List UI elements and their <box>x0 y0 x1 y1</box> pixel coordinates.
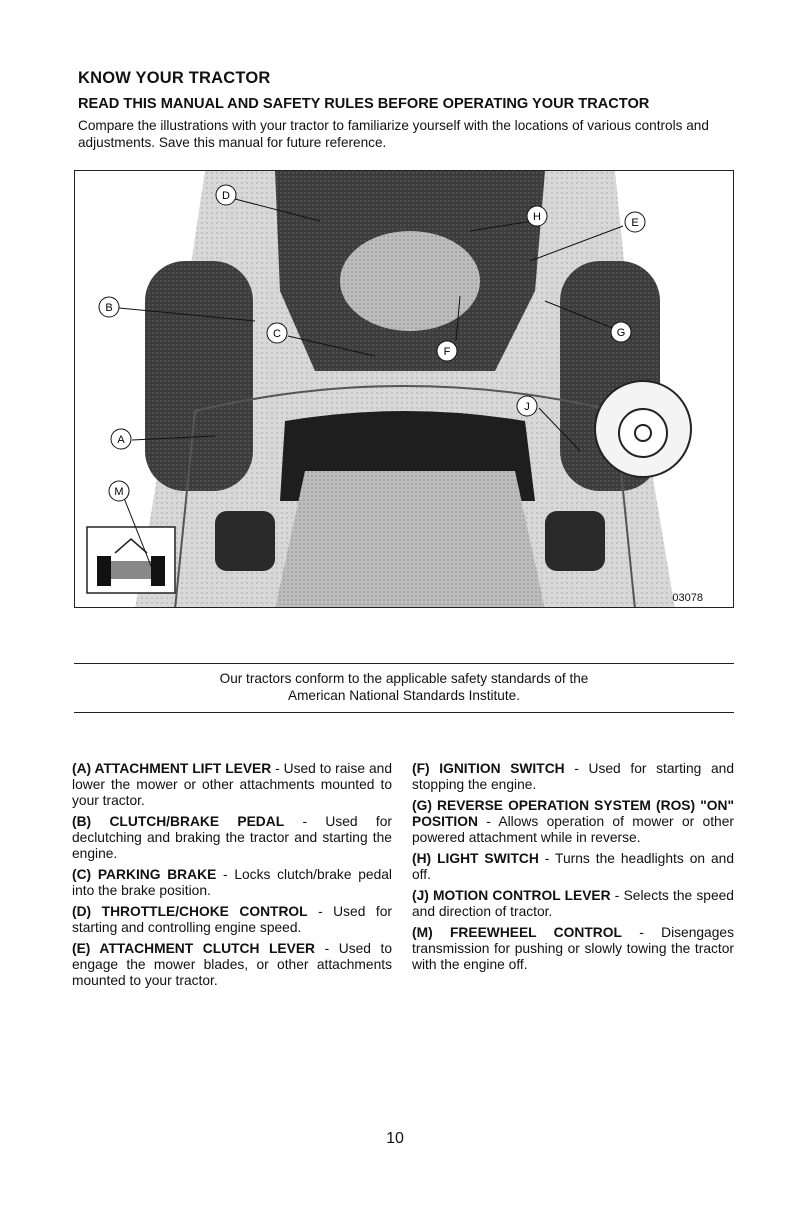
standards-note <box>74 670 734 704</box>
svg-text:M: M <box>114 486 124 498</box>
left-cup-holder <box>215 511 275 571</box>
callout-e <box>625 212 645 232</box>
seat-base <box>275 471 545 608</box>
control-item-a: (A) ATTACHMENT LIFT LEVER - Used to raise and lower the mower or other attachments mounted to your tractor. <box>72 761 392 808</box>
steering-hub <box>340 231 480 331</box>
callout-c <box>267 323 287 343</box>
control-item-b: (B) CLUTCH/BRAKE PEDAL - Used for declutching and braking the tractor and starting the engine. <box>72 814 393 861</box>
control-item-e: (E) ATTACHMENT CLUTCH LEVER - Used to engage the mower blades, or other attachments mounted to your tractor. <box>72 941 392 988</box>
svg-text:H: H <box>533 211 541 223</box>
callout-d <box>216 185 236 205</box>
callout-g <box>611 322 631 342</box>
standards-line-1: Our tractors conform to the applicable safety standards of the <box>219 671 589 686</box>
callout-b <box>99 297 119 317</box>
tractor-controls-illustration <box>74 170 734 608</box>
svg-text:A: A <box>117 434 125 446</box>
left-rear-wheel <box>145 261 253 491</box>
svg-text:E: E <box>631 217 639 229</box>
svg-text:D: D <box>222 190 230 202</box>
control-item-j: (J) MOTION CONTROL LEVER - Selects the speed and direction of tractor. <box>412 888 734 919</box>
standards-line-2: American National Standards Institute. <box>288 688 520 703</box>
svg-text:C: C <box>273 328 281 340</box>
right-cup-holder <box>545 511 605 571</box>
page-title: KNOW YOUR TRACTOR <box>78 69 271 87</box>
svg-text:F: F <box>443 346 451 358</box>
svg-text:G: G <box>616 327 626 339</box>
svg-text:J: J <box>524 401 530 413</box>
control-item-f: (F) IGNITION SWITCH - Used for starting and stopping the engine. <box>412 761 735 792</box>
controls-list-left <box>72 761 392 994</box>
callout-a <box>111 429 131 449</box>
controls-list-right <box>412 761 734 978</box>
callout-m <box>109 481 129 501</box>
divider-top <box>74 663 734 664</box>
intro-paragraph: Compare the illustrations with your tractor to familiarize yourself with the locations of various controls and adjustments. Save this manual for future reference. <box>78 118 709 150</box>
callout-j <box>517 396 537 416</box>
control-item-d: (D) THROTTLE/CHOKE CONTROL - Used for starting and controlling engine speed. <box>72 904 392 935</box>
control-item-c: (C) PARKING BRAKE - Locks clutch/brake pedal into the brake position. <box>72 867 392 898</box>
control-item-h: (H) LIGHT SWITCH - Turns the headlights on and off. <box>412 851 734 882</box>
figure-number: 03078 <box>672 592 703 604</box>
divider-bottom <box>74 712 734 713</box>
callout-h <box>527 206 547 226</box>
control-item-m: (M) FREEWHEEL CONTROL - Disengages transmission for pushing or slowly towing the tractor with the engine off. <box>412 925 734 972</box>
tractor-drawing <box>75 171 734 608</box>
callout-f <box>437 341 457 361</box>
page-number: 10 <box>386 1130 404 1147</box>
control-item-g: (G) REVERSE OPERATION SYSTEM (ROS) "ON" POSITION - Allows operation of mower or other powered attachment while in reverse. <box>412 798 734 845</box>
svg-text:B: B <box>105 302 113 314</box>
safety-subheading: READ THIS MANUAL AND SAFETY RULES BEFORE OPERATING YOUR TRACTOR <box>78 96 650 112</box>
